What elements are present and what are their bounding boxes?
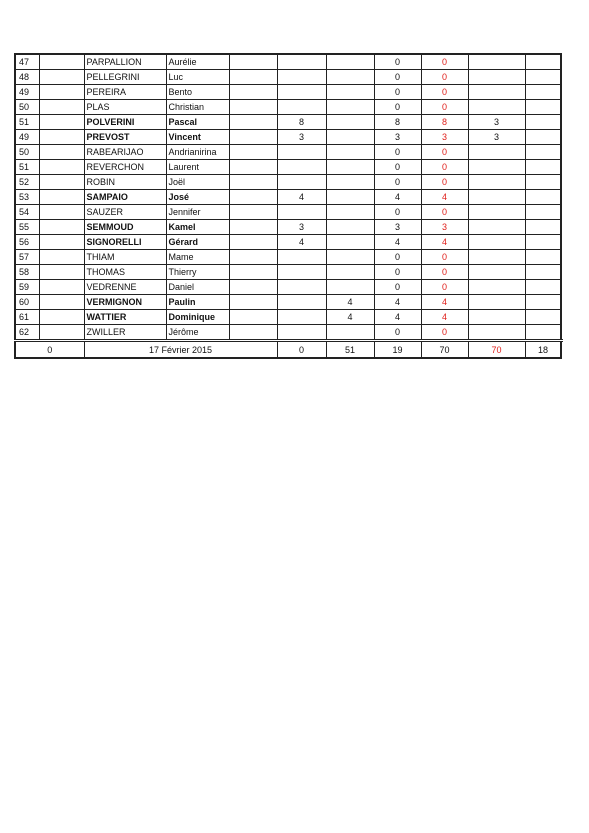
score-col-7 <box>525 220 561 235</box>
results-table <box>14 53 562 359</box>
row-number: 50 <box>15 145 39 160</box>
score-col-7 <box>525 295 561 310</box>
score-total: 0 <box>374 175 421 190</box>
table-row <box>15 250 561 265</box>
blank-cell <box>39 205 84 220</box>
score-total: 0 <box>374 145 421 160</box>
score-total-red: 4 <box>421 190 468 205</box>
row-number: 49 <box>15 130 39 145</box>
table-row <box>15 265 561 280</box>
score-col-1 <box>229 235 277 250</box>
score-col-3 <box>326 175 374 190</box>
table-row <box>15 160 561 175</box>
first-name: Jérôme <box>166 325 229 341</box>
table-body <box>15 54 561 358</box>
row-number: 59 <box>15 280 39 295</box>
score-col-2 <box>277 160 326 175</box>
blank-cell <box>39 220 84 235</box>
total-row <box>15 341 561 359</box>
last-name: PREVOST <box>84 130 166 145</box>
row-number: 62 <box>15 325 39 341</box>
table-row <box>15 310 561 325</box>
last-name: VERMIGNON <box>84 295 166 310</box>
last-name: WATTIER <box>84 310 166 325</box>
blank-cell <box>39 100 84 115</box>
score-col-7 <box>525 70 561 85</box>
first-name: Joël <box>166 175 229 190</box>
score-col-3 <box>326 145 374 160</box>
row-number: 52 <box>15 175 39 190</box>
blank-cell <box>39 175 84 190</box>
row-number: 58 <box>15 265 39 280</box>
row-number: 48 <box>15 70 39 85</box>
last-name: RABEARIJAO <box>84 145 166 160</box>
score-col-1 <box>229 160 277 175</box>
score-col-1 <box>229 220 277 235</box>
table-row <box>15 145 561 160</box>
score-total: 3 <box>374 130 421 145</box>
score-col-3 <box>326 115 374 130</box>
last-name: SEMMOUD <box>84 220 166 235</box>
score-total: 0 <box>374 265 421 280</box>
score-col-1 <box>229 100 277 115</box>
total-date: 17 Février 2015 <box>84 341 277 359</box>
last-name: PELLEGRINI <box>84 70 166 85</box>
total-sum-red: 70 <box>468 341 525 359</box>
total-count: 0 <box>15 341 84 359</box>
score-col-1 <box>229 280 277 295</box>
table-row <box>15 325 561 341</box>
score-col-3: 4 <box>326 310 374 325</box>
score-total: 0 <box>374 70 421 85</box>
row-number: 57 <box>15 250 39 265</box>
blank-cell <box>39 160 84 175</box>
first-name: Aurélie <box>166 54 229 70</box>
score-col-2 <box>277 265 326 280</box>
table-row <box>15 115 561 130</box>
score-total-red: 4 <box>421 295 468 310</box>
score-col-2 <box>277 54 326 70</box>
last-name: REVERCHON <box>84 160 166 175</box>
first-name: Andrianirina <box>166 145 229 160</box>
last-name: ZWILLER <box>84 325 166 341</box>
score-total: 3 <box>374 220 421 235</box>
score-col-7 <box>525 310 561 325</box>
score-total-red: 8 <box>421 115 468 130</box>
score-col-6 <box>468 160 525 175</box>
score-col-6 <box>468 145 525 160</box>
table-row <box>15 280 561 295</box>
score-col-3 <box>326 130 374 145</box>
table-row <box>15 85 561 100</box>
first-name: Vincent <box>166 130 229 145</box>
score-col-3 <box>326 85 374 100</box>
score-total-red: 0 <box>421 175 468 190</box>
score-col-2: 4 <box>277 235 326 250</box>
row-number: 51 <box>15 115 39 130</box>
score-col-1 <box>229 205 277 220</box>
score-col-7 <box>525 280 561 295</box>
score-col-2: 3 <box>277 130 326 145</box>
score-col-7 <box>525 235 561 250</box>
total-col-3: 19 <box>374 341 421 359</box>
score-col-2: 8 <box>277 115 326 130</box>
table-row <box>15 54 561 70</box>
blank-cell <box>39 265 84 280</box>
table-row <box>15 70 561 85</box>
score-col-7 <box>525 175 561 190</box>
score-total-red: 0 <box>421 325 468 341</box>
table-row <box>15 295 561 310</box>
score-col-2 <box>277 205 326 220</box>
score-col-3: 4 <box>326 295 374 310</box>
first-name: Laurent <box>166 160 229 175</box>
last-name: SAUZER <box>84 205 166 220</box>
score-col-3 <box>326 205 374 220</box>
score-total-red: 0 <box>421 85 468 100</box>
row-number: 56 <box>15 235 39 250</box>
table-row <box>15 100 561 115</box>
score-col-1 <box>229 54 277 70</box>
score-col-3 <box>326 190 374 205</box>
score-total-red: 0 <box>421 100 468 115</box>
score-col-7 <box>525 160 561 175</box>
score-col-6 <box>468 175 525 190</box>
score-col-1 <box>229 250 277 265</box>
score-col-7 <box>525 115 561 130</box>
score-col-6 <box>468 190 525 205</box>
score-col-2: 4 <box>277 190 326 205</box>
score-total: 4 <box>374 295 421 310</box>
score-col-7 <box>525 54 561 70</box>
first-name: José <box>166 190 229 205</box>
score-col-7 <box>525 205 561 220</box>
score-col-2: 3 <box>277 220 326 235</box>
first-name: Jennifer <box>166 205 229 220</box>
blank-cell <box>39 70 84 85</box>
table-row <box>15 235 561 250</box>
score-total: 0 <box>374 85 421 100</box>
score-col-6 <box>468 250 525 265</box>
total-sum: 70 <box>421 341 468 359</box>
row-number: 55 <box>15 220 39 235</box>
score-col-1 <box>229 310 277 325</box>
score-col-3 <box>326 220 374 235</box>
score-total-red: 0 <box>421 145 468 160</box>
score-col-6 <box>468 325 525 341</box>
blank-cell <box>39 325 84 341</box>
row-number: 60 <box>15 295 39 310</box>
score-col-2 <box>277 280 326 295</box>
row-number: 47 <box>15 54 39 70</box>
score-col-6 <box>468 220 525 235</box>
score-total: 8 <box>374 115 421 130</box>
score-col-6 <box>468 100 525 115</box>
last-name: SIGNORELLI <box>84 235 166 250</box>
score-col-7 <box>525 85 561 100</box>
row-number: 51 <box>15 160 39 175</box>
last-name: PARPALLION <box>84 54 166 70</box>
score-col-7 <box>525 265 561 280</box>
score-col-1 <box>229 295 277 310</box>
score-col-6 <box>468 310 525 325</box>
last-name: THIAM <box>84 250 166 265</box>
score-total: 0 <box>374 325 421 341</box>
score-total: 4 <box>374 310 421 325</box>
score-total-red: 0 <box>421 54 468 70</box>
last-name: ROBIN <box>84 175 166 190</box>
first-name: Gérard <box>166 235 229 250</box>
row-number: 49 <box>15 85 39 100</box>
table-row <box>15 220 561 235</box>
score-total-red: 0 <box>421 160 468 175</box>
score-col-2 <box>277 85 326 100</box>
score-total-red: 0 <box>421 280 468 295</box>
score-total: 0 <box>374 280 421 295</box>
last-name: PLAS <box>84 100 166 115</box>
table-row <box>15 175 561 190</box>
score-col-1 <box>229 85 277 100</box>
blank-cell <box>39 85 84 100</box>
score-col-2 <box>277 250 326 265</box>
score-col-3 <box>326 325 374 341</box>
last-name: THOMAS <box>84 265 166 280</box>
score-col-3 <box>326 280 374 295</box>
blank-cell <box>39 310 84 325</box>
score-col-7 <box>525 145 561 160</box>
score-total-red: 0 <box>421 205 468 220</box>
score-col-2 <box>277 100 326 115</box>
first-name: Pascal <box>166 115 229 130</box>
score-col-2 <box>277 175 326 190</box>
blank-cell <box>39 145 84 160</box>
score-col-1 <box>229 70 277 85</box>
score-col-7 <box>525 100 561 115</box>
score-col-3 <box>326 54 374 70</box>
last-name: VEDRENNE <box>84 280 166 295</box>
score-col-2 <box>277 310 326 325</box>
first-name: Kamel <box>166 220 229 235</box>
score-col-7 <box>525 250 561 265</box>
score-col-2 <box>277 145 326 160</box>
first-name: Dominique <box>166 310 229 325</box>
blank-cell <box>39 115 84 130</box>
score-total: 4 <box>374 235 421 250</box>
score-col-3 <box>326 160 374 175</box>
score-col-1 <box>229 265 277 280</box>
score-col-3 <box>326 100 374 115</box>
row-number: 53 <box>15 190 39 205</box>
score-col-3 <box>326 250 374 265</box>
score-col-7 <box>525 325 561 341</box>
total-col-2: 51 <box>326 341 374 359</box>
score-col-6: 3 <box>468 130 525 145</box>
score-total-red: 4 <box>421 235 468 250</box>
score-col-3 <box>326 70 374 85</box>
blank-cell <box>39 280 84 295</box>
score-col-7 <box>525 190 561 205</box>
score-col-1 <box>229 190 277 205</box>
first-name: Paulin <box>166 295 229 310</box>
total-col-6: 18 <box>525 341 561 359</box>
score-total-red: 4 <box>421 310 468 325</box>
score-col-2 <box>277 70 326 85</box>
score-col-2 <box>277 325 326 341</box>
total-col-1: 0 <box>277 341 326 359</box>
score-total: 0 <box>374 100 421 115</box>
score-col-1 <box>229 130 277 145</box>
last-name: PEREIRA <box>84 85 166 100</box>
score-col-3 <box>326 265 374 280</box>
score-total: 0 <box>374 54 421 70</box>
first-name: Christian <box>166 100 229 115</box>
blank-cell <box>39 190 84 205</box>
row-number: 54 <box>15 205 39 220</box>
score-col-3 <box>326 235 374 250</box>
score-total-red: 3 <box>421 130 468 145</box>
first-name: Daniel <box>166 280 229 295</box>
blank-cell <box>39 130 84 145</box>
score-total-red: 0 <box>421 250 468 265</box>
table-row <box>15 130 561 145</box>
blank-cell <box>39 54 84 70</box>
score-total: 0 <box>374 250 421 265</box>
score-col-6: 3 <box>468 115 525 130</box>
first-name: Thierry <box>166 265 229 280</box>
score-total: 0 <box>374 160 421 175</box>
results-sheet <box>14 53 560 359</box>
last-name: SAMPAIO <box>84 190 166 205</box>
row-number: 61 <box>15 310 39 325</box>
score-col-6 <box>468 205 525 220</box>
blank-cell <box>39 235 84 250</box>
score-total-red: 0 <box>421 70 468 85</box>
row-number: 50 <box>15 100 39 115</box>
score-col-1 <box>229 145 277 160</box>
first-name: Luc <box>166 70 229 85</box>
score-col-1 <box>229 175 277 190</box>
score-col-1 <box>229 325 277 341</box>
score-total-red: 0 <box>421 265 468 280</box>
score-col-6 <box>468 295 525 310</box>
score-col-6 <box>468 280 525 295</box>
table-row <box>15 205 561 220</box>
last-name: POLVERINI <box>84 115 166 130</box>
score-total: 0 <box>374 205 421 220</box>
score-total-red: 3 <box>421 220 468 235</box>
score-col-6 <box>468 235 525 250</box>
blank-cell <box>39 295 84 310</box>
first-name: Mame <box>166 250 229 265</box>
score-col-7 <box>525 130 561 145</box>
score-col-1 <box>229 115 277 130</box>
score-col-6 <box>468 54 525 70</box>
blank-cell <box>39 250 84 265</box>
score-col-6 <box>468 265 525 280</box>
score-col-6 <box>468 70 525 85</box>
score-col-2 <box>277 295 326 310</box>
first-name: Bento <box>166 85 229 100</box>
table-row <box>15 190 561 205</box>
score-col-6 <box>468 85 525 100</box>
score-total: 4 <box>374 190 421 205</box>
